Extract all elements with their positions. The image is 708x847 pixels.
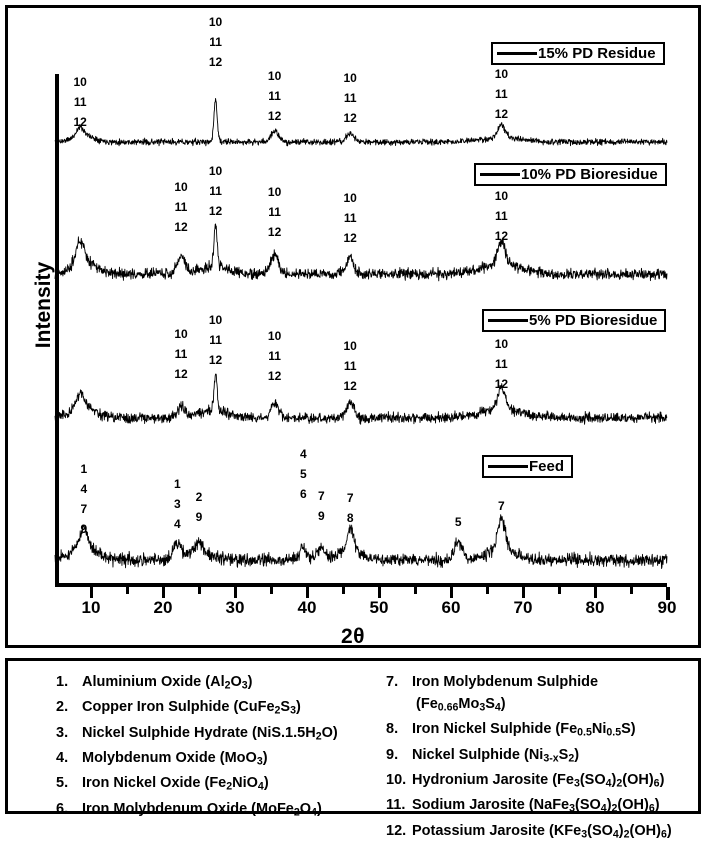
x-tick-label: 50 <box>369 598 389 617</box>
peak-label: 11 <box>174 347 188 361</box>
phase-legend-name: Iron Nickel Sulphide $(Fe_{0.5}Ni_{0.5}S)$ <box>412 721 636 739</box>
peak-label: 10 <box>208 313 223 327</box>
phase-legend-name: Potassium Jarosite $(KFe_3(SO_4)_2(OH)_6)$ <box>412 822 672 840</box>
phase-legend-name: Aluminium Oxide $(Al_2O_3)$ <box>82 674 253 692</box>
peak-label: 12 <box>343 231 357 245</box>
x-tick-label: 10 <box>81 598 101 617</box>
peak-label: 11 <box>268 205 281 219</box>
peak-label: 12 <box>208 55 223 69</box>
x-tick-major <box>306 587 309 598</box>
peak-label: 4 <box>80 482 88 496</box>
phase-legend-name: Copper Iron Sulphide $(CuFe_2S_3)$ <box>82 699 301 717</box>
x-tick-major <box>90 587 93 598</box>
x-tick-minor <box>270 587 273 594</box>
peak-label: 10 <box>494 67 509 81</box>
peak-label: 2 <box>195 490 203 504</box>
phase-legend-item <box>56 673 386 696</box>
x-tick-major <box>450 587 453 598</box>
phase-legend-number: 8. <box>386 721 399 738</box>
peak-label: 10 <box>208 164 223 178</box>
phase-legend-name: Iron Molybdenum Oxide $(MoFe_2O_4)$ <box>82 800 322 818</box>
x-tick-label: 40 <box>297 598 317 617</box>
series-key-2 <box>482 309 666 332</box>
phase-legend-item <box>386 720 706 743</box>
phase-legend-name: Iron Molybdenum Sulphide <box>412 674 599 690</box>
peak-label: 11 <box>174 200 188 214</box>
series-key-line-icon <box>480 173 520 176</box>
phase-legend-number: 4. <box>56 749 69 766</box>
xrd-curve <box>55 91 667 150</box>
x-tick-minor <box>198 587 201 594</box>
peak-label: 12 <box>494 107 509 121</box>
peak-label: 10 <box>267 329 282 343</box>
peak-label: 10 <box>494 189 509 203</box>
peak-label: 10 <box>343 71 357 85</box>
peak-label: 12 <box>494 377 509 391</box>
x-tick-minor <box>414 587 417 594</box>
peak-label: 11 <box>209 333 222 347</box>
phase-legend-number: 2. <box>56 699 69 716</box>
peak-label: 12 <box>73 115 87 129</box>
peak-label: 10 <box>343 339 357 353</box>
phase-legend-item <box>386 796 706 819</box>
peak-label: 12 <box>208 353 223 367</box>
x-axis-line <box>55 583 667 587</box>
x-tick-minor <box>486 587 489 594</box>
peak-label: 9 <box>318 509 325 523</box>
peak-label: 10 <box>267 185 282 199</box>
phase-legend-name: Nickel Sulphide Hydrate $(NiS.1.5H_2O)$ <box>82 724 338 742</box>
peak-label: 10 <box>494 337 509 351</box>
phase-legend-name: Iron Nickel Oxide $(Fe_2NiO_4)$ <box>82 775 269 793</box>
y-axis-title: Intensity <box>32 261 55 349</box>
series-key-label: 10% PD Bioresidue <box>521 166 658 183</box>
series-key-label: 15% PD Residue <box>538 45 656 62</box>
peak-label: 11 <box>495 357 508 371</box>
series-key-line-icon <box>488 319 528 322</box>
peak-label: 11 <box>343 211 357 225</box>
x-tick-major <box>522 587 525 598</box>
peak-label: 9 <box>80 522 88 536</box>
phase-legend-right-column <box>386 673 706 847</box>
peak-label: 10 <box>267 69 282 83</box>
phase-legend-name-continuation: $(Fe_{0.66}Mo_3S_4)$ <box>412 696 506 714</box>
x-tick-major <box>594 587 597 598</box>
peak-label: 11 <box>495 209 508 223</box>
phase-legend-name: Hydronium Jarosite $(Fe_3(SO_4)_2(OH)_6)$ <box>412 771 665 790</box>
peak-label: 12 <box>267 109 282 123</box>
phase-legend-number: 3. <box>56 724 69 741</box>
peak-label: 6 <box>300 487 307 501</box>
phase-legend-left-column <box>56 673 386 825</box>
phase-legend-item <box>386 771 706 794</box>
phase-legend-number: 1. <box>56 674 69 690</box>
peak-label: 11 <box>268 89 281 103</box>
peak-label: 7 <box>346 491 354 505</box>
plot-area <box>8 8 698 648</box>
x-tick-major <box>162 587 165 598</box>
peak-label: 5 <box>454 515 462 529</box>
x-tick-minor <box>558 587 561 594</box>
peak-label: 1 <box>174 477 181 491</box>
phase-legend-item-continuation <box>386 695 706 718</box>
phase-legend-number: 10. <box>386 771 407 788</box>
phase-legend-number: 7. <box>386 674 399 690</box>
phase-legend-item <box>386 746 706 769</box>
x-tick-major <box>378 587 381 598</box>
series-key-line-icon <box>497 52 537 55</box>
peak-label: 5 <box>300 467 307 481</box>
peak-label: 11 <box>343 359 357 373</box>
phase-legend-item <box>56 749 386 772</box>
phase-legend-number: 6. <box>56 800 69 817</box>
peak-label: 8 <box>346 511 354 525</box>
peak-label: 10 <box>73 75 87 89</box>
phase-legend-name: Sodium Jarosite $(NaFe_3(SO_4)_2(OH)_6)$ <box>412 797 660 815</box>
peak-label: 4 <box>174 517 181 531</box>
peak-label: 11 <box>73 95 87 109</box>
peak-label: 11 <box>209 35 222 49</box>
series-key-line-icon <box>488 465 528 468</box>
x-tick-major <box>234 587 237 598</box>
series-key-label: Feed <box>529 458 565 475</box>
peak-label: 12 <box>343 379 357 393</box>
series-key-1 <box>474 163 667 186</box>
phase-legend-panel <box>5 658 701 840</box>
peak-label: 12 <box>174 220 188 234</box>
x-tick-label: 60 <box>441 598 461 617</box>
series-key-0 <box>491 42 665 65</box>
phase-legend-item <box>386 822 706 845</box>
peak-label: 4 <box>300 447 307 461</box>
x-tick-minor <box>126 587 129 594</box>
phase-legend-item <box>56 800 386 823</box>
x-tick-label: 70 <box>513 598 533 617</box>
peak-label: 10 <box>208 15 223 29</box>
x-tick-minor <box>630 587 633 594</box>
peak-label: 10 <box>174 180 188 194</box>
xrd-curve <box>55 357 667 426</box>
phase-legend-item <box>56 774 386 797</box>
peak-label: 3 <box>174 497 181 511</box>
peak-label: 7 <box>318 489 325 503</box>
trace-15-pd-residue <box>55 91 669 150</box>
chart-panel <box>5 5 701 648</box>
phase-legend-item <box>56 724 386 747</box>
series-key-3 <box>482 455 573 478</box>
x-tick-label: 80 <box>585 598 605 617</box>
phase-legend-item <box>386 673 706 693</box>
peak-label: 11 <box>268 349 281 363</box>
peak-label: 12 <box>174 367 188 381</box>
phase-legend-name: Molybdenum Oxide (MoO$_3$) <box>82 749 268 768</box>
peak-label: 7 <box>498 499 505 513</box>
trace-5-pd-bioresidue <box>55 357 669 426</box>
peak-label: 10 <box>174 327 188 341</box>
peak-label: 11 <box>495 87 508 101</box>
series-key-label: 5% PD Bioresidue <box>529 312 658 329</box>
x-tick-label: 90 <box>657 598 677 617</box>
phase-legend-number: 9. <box>386 746 399 763</box>
x-tick-label: 20 <box>153 598 173 617</box>
phase-legend-number: 5. <box>56 775 69 792</box>
peak-label: 11 <box>343 91 357 105</box>
xrd-curve <box>55 496 667 568</box>
phase-legend-name: Nickel Sulphide $(Ni_{3-x}S_2)$ <box>412 746 580 764</box>
x-tick-minor <box>342 587 345 594</box>
x-tick-label: 30 <box>225 598 245 617</box>
trace-feed <box>55 496 669 568</box>
phase-legend-number: 11. <box>386 797 406 814</box>
phase-legend-item <box>56 698 386 721</box>
peak-label: 10 <box>343 191 357 205</box>
peak-label: 12 <box>267 369 282 383</box>
peak-label: 12 <box>343 111 357 125</box>
peak-label: 12 <box>494 229 509 243</box>
phase-legend-number: 12. <box>386 822 407 839</box>
x-axis-title: 2θ <box>340 625 366 648</box>
peak-label: 1 <box>80 462 88 476</box>
peak-label: 7 <box>80 502 88 516</box>
peak-label: 12 <box>267 225 282 239</box>
peak-label: 11 <box>209 184 222 198</box>
peak-label: 9 <box>195 510 203 524</box>
peak-label: 12 <box>208 204 223 218</box>
